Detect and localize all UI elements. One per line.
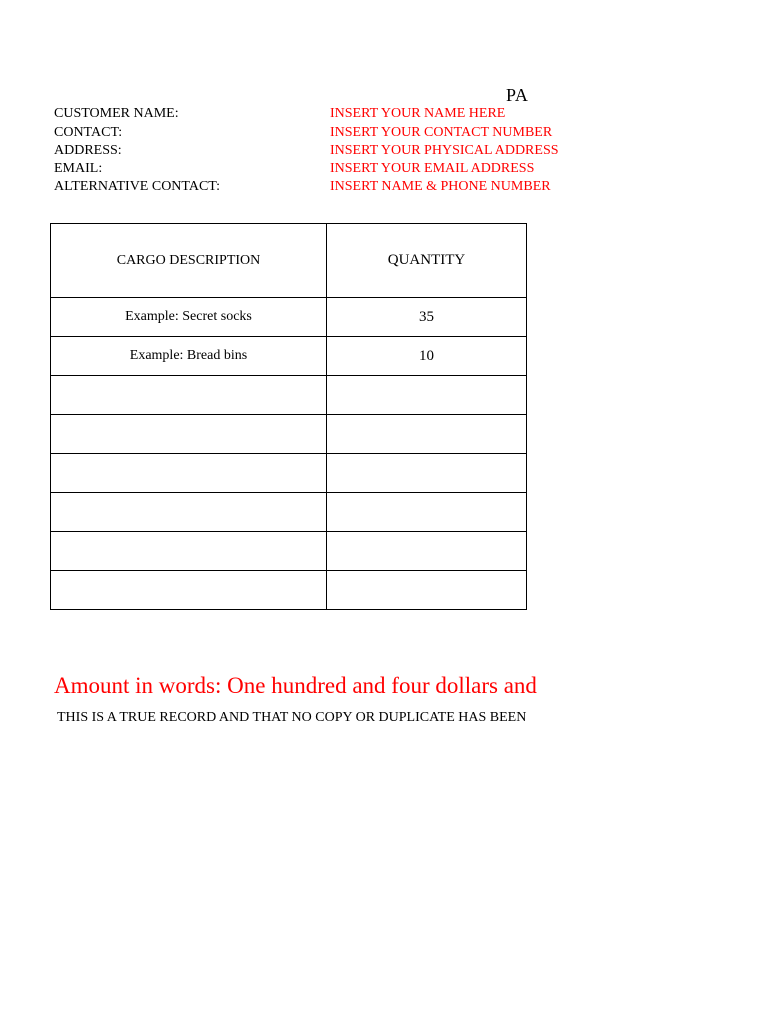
quantity-cell [327, 493, 527, 532]
table-row [51, 532, 527, 571]
cargo-description-header: CARGO DESCRIPTION [51, 224, 327, 298]
table-row [51, 298, 527, 337]
customer-name-value: INSERT YOUR NAME HERE [330, 106, 506, 121]
address-value: INSERT YOUR PHYSICAL ADDRESS [330, 143, 559, 158]
alternative-contact-label: ALTERNATIVE CONTACT: [54, 179, 221, 194]
cargo-description-cell: Example: Secret socks [51, 298, 327, 337]
quantity-cell [327, 376, 527, 415]
table-row [51, 337, 527, 376]
cargo-description-cell [51, 532, 327, 571]
cargo-table [50, 223, 527, 610]
alternative-contact-value: INSERT NAME & PHONE NUMBER [330, 179, 551, 194]
table-row [51, 493, 527, 532]
cargo-description-cell [51, 415, 327, 454]
table-header-row [51, 224, 527, 298]
quantity-cell [327, 571, 527, 610]
customer-name-label: CUSTOMER NAME: [54, 106, 179, 121]
cargo-description-cell [51, 376, 327, 415]
table-row [51, 454, 527, 493]
quantity-cell: 10 [327, 337, 527, 376]
quantity-cell [327, 415, 527, 454]
cargo-description-cell [51, 493, 327, 532]
amount-in-words: Amount in words: One hundred and four dollars and [54, 673, 537, 698]
table-row [51, 415, 527, 454]
quantity-cell: 35 [327, 298, 527, 337]
quantity-cell [327, 454, 527, 493]
cargo-description-cell [51, 571, 327, 610]
quantity-cell [327, 532, 527, 571]
contact-label: CONTACT: [54, 125, 123, 140]
email-label: EMAIL: [54, 161, 103, 176]
declaration-text: THIS IS A TRUE RECORD AND THAT NO COPY OR DUPLICATE HAS BEEN [57, 710, 527, 725]
quantity-header: QUANTITY [327, 224, 527, 298]
cargo-description-cell: Example: Bread bins [51, 337, 327, 376]
table-row [51, 376, 527, 415]
table-row [51, 571, 527, 610]
cargo-description-cell [51, 454, 327, 493]
address-label: ADDRESS: [54, 143, 122, 158]
document-heading: PA [506, 85, 529, 105]
contact-value: INSERT YOUR CONTACT NUMBER [330, 125, 553, 140]
email-value: INSERT YOUR EMAIL ADDRESS [330, 161, 535, 176]
